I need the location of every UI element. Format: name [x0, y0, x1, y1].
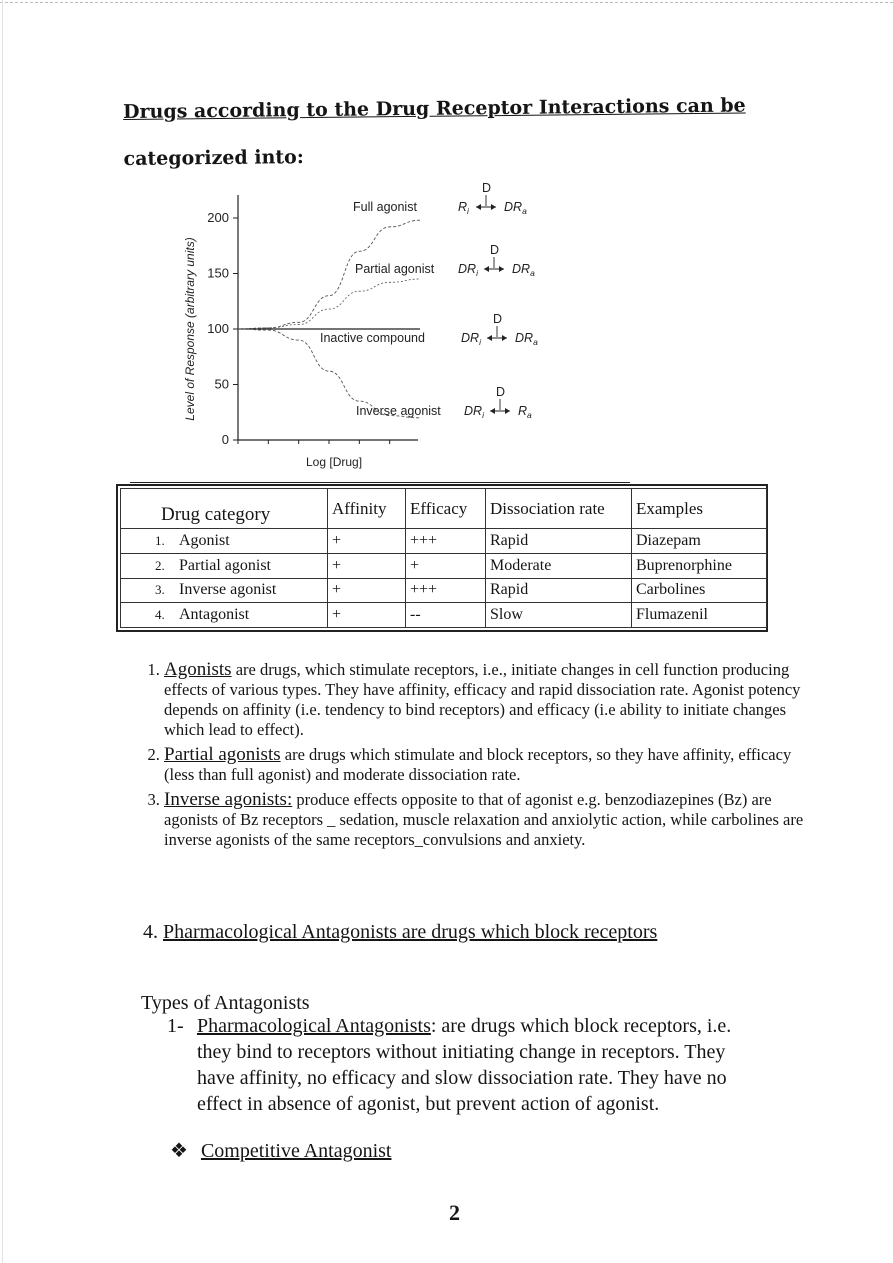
cell-efficacy: +++: [406, 529, 486, 554]
drug-type-list: [122, 660, 804, 855]
cell-rate: Rapid: [486, 529, 632, 554]
receptor-equation: [458, 243, 535, 278]
category-text: Partial agonist: [179, 556, 271, 574]
x-axis-label: Log [Drug]: [306, 455, 363, 469]
header-drug-category: Drug category: [121, 489, 328, 529]
equation-left-state: $DR_i$: [461, 331, 481, 347]
row-number: 4.: [155, 607, 165, 623]
equation-right-state: $DR_a$: [515, 331, 538, 347]
section-4-number: 4.: [143, 921, 158, 943]
drug-category-table-frame: [116, 484, 768, 632]
equation-left-state: $DR_i$: [458, 262, 478, 278]
y-tick-label: 200: [207, 210, 229, 225]
receptor-equation: [464, 385, 532, 420]
y-axis-label: Level of Response (arbitrary units): [183, 237, 197, 421]
cell-example: Diazepam: [632, 529, 767, 554]
y-tick-label: 50: [214, 376, 229, 392]
receptor-equation: [461, 312, 538, 347]
category-text: Inverse agonist: [179, 581, 277, 599]
cell-rate: Rapid: [486, 578, 632, 603]
section-4-heading: [143, 921, 657, 944]
list-item: [164, 745, 804, 785]
table-header-row: [121, 489, 767, 529]
cell-affinity: +: [328, 553, 406, 578]
header-efficacy: Efficacy: [406, 489, 486, 529]
cell-category: [121, 603, 328, 628]
cell-efficacy: +: [406, 553, 486, 578]
table-row: [121, 603, 767, 628]
arrowhead-icon: [499, 266, 504, 272]
series-label: Inverse agonist: [356, 404, 441, 418]
item-text: : are drugs which block receptors, i.e. they bind to receptors without initiating change in receptors. They have affinity, no efficacy and slow dissociation rate. They have no effect in absence of agonist, but prevent action of agonist.: [197, 1015, 732, 1115]
equation-right-state: $DR_a$: [504, 200, 527, 216]
drug-category-table: [120, 488, 767, 628]
cell-rate: Slow: [486, 603, 632, 628]
cell-affinity: +: [328, 529, 406, 554]
item-term: Pharmacological Antagonists: [197, 1015, 431, 1037]
cell-example: Carbolines: [632, 578, 767, 603]
table-row: [121, 529, 767, 554]
equation-left-subscript: i: [482, 410, 484, 420]
cell-affinity: +: [328, 603, 406, 628]
competitive-antagonist-bullet: [170, 1138, 391, 1163]
y-tick-label: 0: [221, 432, 229, 447]
heading-line-2: categorized into:: [123, 146, 304, 170]
equation-left-subscript: i: [476, 268, 478, 278]
category-text: Antagonist: [179, 606, 250, 624]
equation-left-subscript: i: [479, 337, 481, 347]
equation-right-state: $R_a$: [518, 404, 532, 420]
cell-example: Buprenorphine: [632, 553, 767, 578]
equation-left-state: $DR_i$: [464, 404, 484, 420]
page-heading: [122, 94, 746, 170]
arrowhead-icon: [484, 266, 489, 272]
antagonist-type-item: [167, 1013, 767, 1117]
cell-efficacy: +++: [406, 578, 486, 603]
arrowhead-icon: [502, 335, 507, 341]
cell-category: [121, 529, 328, 554]
receptor-equation: [458, 181, 527, 216]
cell-category: [121, 553, 328, 578]
equation-right-subscript: a: [533, 337, 538, 347]
section-4-text: Pharmacological Antagonists are drugs which block receptors: [163, 921, 658, 943]
row-number: 3.: [155, 582, 165, 598]
arrowhead-icon: [505, 408, 510, 414]
list-item-term: Partial agonists: [164, 744, 281, 765]
header-examples: Examples: [632, 489, 767, 529]
heading-line-1: Drugs according to the Drug Receptor Interactions can be: [122, 94, 746, 123]
drug-symbol: D: [493, 312, 503, 326]
page-number: 2: [449, 1200, 460, 1225]
equation-right-subscript: a: [527, 410, 532, 420]
bullet-text: Competitive Antagonist: [200, 1140, 392, 1162]
equation-right-subscript: a: [530, 268, 535, 278]
cell-rate: Moderate: [486, 553, 632, 578]
header-affinity: Affinity: [328, 489, 406, 529]
equation-right-subscript: a: [522, 206, 527, 216]
row-number: 1.: [155, 532, 165, 548]
arrowhead-icon: [491, 204, 496, 210]
equation-left-subscript: i: [467, 206, 469, 216]
arrowhead-icon: [490, 408, 495, 414]
scan-edge-left: [2, 0, 3, 1263]
list-item-term: Inverse agonists:: [164, 789, 293, 810]
types-of-antagonists-title: Types of Antagonists: [141, 992, 310, 1014]
partial-agonist-curve: [238, 279, 420, 329]
cell-efficacy: --: [406, 603, 486, 628]
figure-divider: [130, 482, 630, 483]
y-tick-label: 100: [207, 321, 229, 336]
drug-symbol: D: [496, 385, 506, 399]
series-label: Partial agonist: [355, 262, 435, 276]
item-marker: 1-: [167, 1015, 184, 1037]
drug-symbol: D: [490, 243, 500, 257]
list-item: [164, 790, 804, 850]
equation-right-state: $DR_a$: [512, 262, 535, 278]
list-item: [164, 660, 804, 740]
diamond-bullet-icon: ❖: [170, 1140, 188, 1162]
y-tick-label: 150: [207, 265, 229, 281]
series-label: Inactive compound: [320, 331, 425, 345]
series-label: Full agonist: [353, 200, 417, 214]
list-item-term: Agonists: [164, 659, 232, 680]
cell-category: [121, 578, 328, 603]
cell-example: Flumazenil: [632, 603, 767, 628]
arrowhead-icon: [487, 335, 492, 341]
equation-left-state: $R_i$: [458, 200, 469, 216]
drug-symbol: D: [482, 181, 492, 195]
row-number: 2.: [155, 557, 165, 573]
category-text: Agonist: [179, 531, 230, 549]
header-dissociation-rate: Dissociation rate: [486, 489, 632, 529]
dose-response-chart: [180, 175, 600, 475]
table-row: [121, 553, 767, 578]
arrowhead-icon: [476, 204, 481, 210]
cell-affinity: +: [328, 578, 406, 603]
table-row: [121, 578, 767, 603]
list-item-text: are drugs, which stimulate receptors, i.e., initiate changes in cell function producing effects of various types. They have affinity, efficacy and rapid dissociation rate. Agonist potency depends on affinity (i.e. tendency to bind receptors) and efficacy (i.e ability to initiate changes which lead to effect).: [164, 660, 801, 739]
scan-edge-top: [0, 2, 893, 3]
list-item-text: are drugs which stimulate and block receptors, so they have affinity, efficacy (less than full agonist) and moderate dissociation rate.: [164, 745, 792, 784]
list-item-text: produce effects opposite to that of agonist e.g. benzodiazepines (Bz) are agonists of Bz receptors _ sedation, muscle relaxation and anxiolytic action, while carbolines are inverse agonists of the same receptors_convulsions and anxiety.: [164, 790, 804, 849]
